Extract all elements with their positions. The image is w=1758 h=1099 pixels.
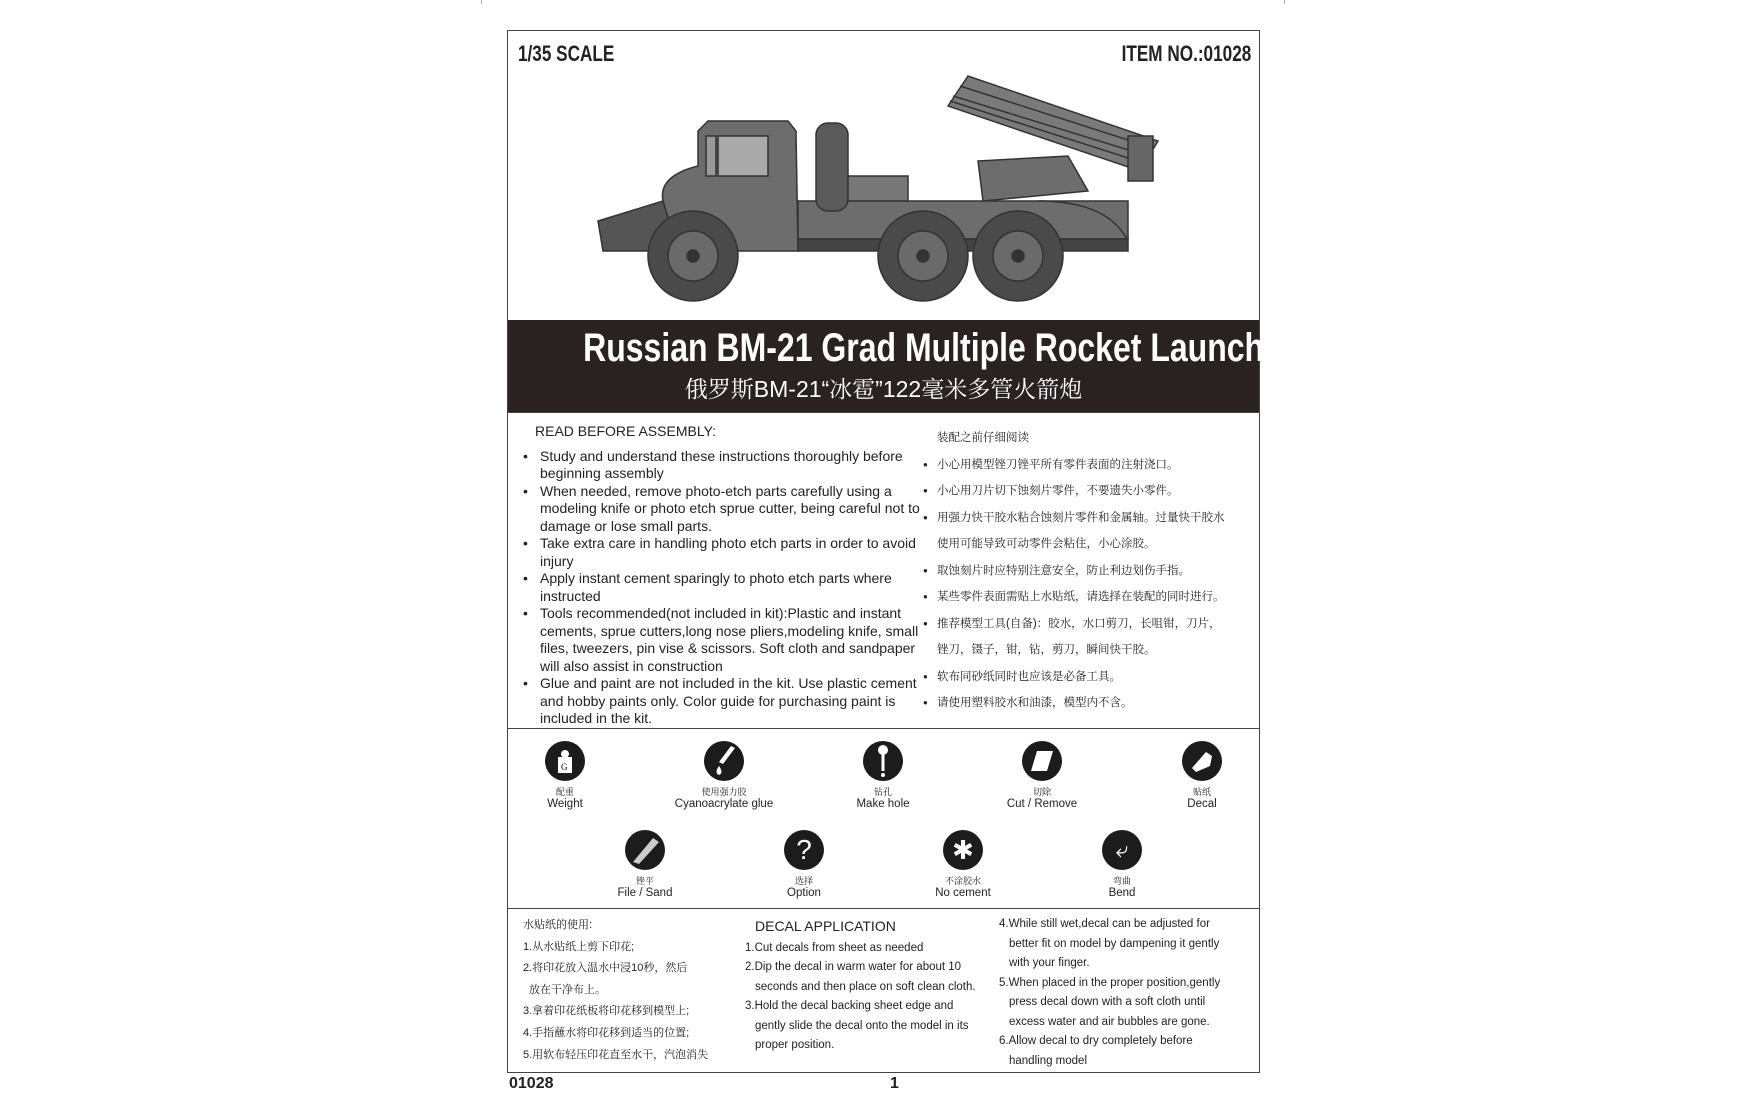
instruction-item: • Glue and paint are not included in the kit. Use plastic cement and hobby paints only. Color guide for purchasing paint is included in the kit.	[520, 675, 920, 728]
instruction-item-cn: ● 软布同砂纸同时也应该是必备工具。	[923, 664, 1253, 691]
legend-weight: G 配重 Weight	[495, 741, 635, 811]
legend-no-cement: ✱ 不涂胶水 No cement	[893, 830, 1033, 900]
svg-text:G: G	[561, 762, 568, 772]
footer-item-number: 01028	[509, 1075, 554, 1092]
title-english: Russian BM-21 Grad Multiple Rocket Launcher	[583, 326, 1295, 370]
scale-label: 1/35 SCALE	[518, 41, 615, 66]
cut-icon	[1022, 741, 1062, 781]
legend-drill: 钻孔 Make hole	[813, 741, 953, 811]
legend-glue: 使用强力胶 Cyanoacrylate glue	[654, 741, 794, 811]
decal-application	[508, 908, 1259, 1073]
legend-decal: 贴纸 Decal	[1132, 741, 1272, 811]
instruction-item: • Apply instant cement sparingly to photo etch parts where instructed	[520, 570, 920, 605]
instruction-item-cn: ● 小心用刀片切下蚀刻片零件，不要遗失小零件。	[923, 478, 1253, 505]
file-icon	[625, 830, 665, 870]
instruction-item: • Take extra care in handling photo etch parts in order to avoid injury	[520, 535, 920, 570]
instruction-item-cn: ● 小心用模型锉刀锉平所有零件表面的注射浇口。	[923, 452, 1253, 479]
instruction-item-cn: 锉刀，镊子，钳，钻，剪刀，瞬间快干胶。	[937, 644, 1156, 656]
decal-title: DECAL APPLICATION	[755, 918, 896, 934]
instruction-item-cn: ● 推荐模型工具(自备)：胶水，水口剪刀，长咀钳，刀片，	[923, 611, 1253, 638]
decal-instructions-english: DECAL APPLICATION 1.Cut decals from sheet as needed 2.Dip the decal in warm water for about 10 seconds and then place on soft clean cloth. 3.Hold the decal backing sheet edge and gently slide the decal onto the model in its proper position.	[745, 918, 976, 1051]
legend-bend: ⤶ 弯曲 Bend	[1052, 830, 1192, 900]
question-icon: ?	[784, 830, 824, 870]
instruction-page	[507, 30, 1295, 1073]
truck-illustration	[588, 51, 1168, 316]
legend-cut: 切除 Cut / Remove	[972, 741, 1112, 811]
instruction-item: • Tools recommended(not included in kit):Plastic and instant cements, sprue cutters,long nose pliers,modeling knife, small files, tweezers, pin vise & scissors. Soft cloth and sandpaper will also assist in construction	[520, 605, 920, 675]
instruction-item: • Study and understand these instructions thoroughly before beginning assembly	[520, 448, 920, 483]
instruction-item-cn: 使用可能导致可动零件会粘住，小心涂胶。	[937, 538, 1156, 550]
instructions-title: READ BEFORE ASSEMBLY:	[535, 423, 717, 439]
instruction-item-cn: ● 请使用塑料胶水和油漆，模型内不含。	[923, 690, 1253, 717]
instruction-item-cn: ● 用强力快干胶水粘合蚀刻片零件和金属轴。过量快干胶水	[923, 505, 1253, 532]
page-number: 1	[890, 1075, 899, 1092]
crop-mark	[481, 0, 482, 4]
legend-option: ? 选择 Option	[734, 830, 874, 900]
crop-mark	[1284, 0, 1285, 4]
bend-icon: ⤶	[1102, 830, 1142, 870]
instructions-chinese	[923, 425, 1253, 717]
instruction-item: • When needed, remove photo-etch parts carefully using a modeling knife or photo etch sprue cutter, being careful not to damage or lose small parts.	[520, 483, 920, 536]
drill-icon	[863, 741, 903, 781]
decal-instructions-chinese: 水贴纸的使用: 1.从水贴纸上剪下印花; 2.将印花放入温水中浸10秒，然后 放在干净布上。 3.拿着印花纸板将印花移到模型上; 4.手指蘸水将印花移到适当的位置; 5.用软布轻压印花直至水干，汽泡消失	[523, 919, 709, 1061]
item-number: ITEM NO.:01028	[1121, 41, 1251, 66]
instructions-title-cn: 装配之前仔细阅读	[937, 432, 1029, 444]
legend-file: 锉平 File / Sand	[575, 830, 715, 900]
glue-drop-icon	[704, 741, 744, 781]
instruction-item-cn: ● 某些零件表面需贴上水贴纸，请选择在装配的同时进行。	[923, 584, 1253, 611]
weight-icon	[545, 741, 585, 781]
instruction-item-cn: ● 取蚀刻片时应特别注意安全，防止利边划伤手指。	[923, 558, 1253, 585]
title-band	[508, 320, 1295, 412]
assembly-instructions	[508, 412, 1259, 729]
decal-icon	[1182, 741, 1222, 781]
symbol-legend	[508, 728, 1259, 909]
no-cement-icon: ✱	[943, 830, 983, 870]
decal-instructions-english-continued: 4.While still wet,decal can be adjusted for better fit on model by dampening it gently with your finger. 5.When placed in the proper position,gently press decal down with a soft cloth until excess water and air bubbles are gone. 6.Allow decal to dry completely before handling model	[999, 918, 1221, 1067]
title-chinese: 俄罗斯BM-21“冰雹”122毫米多管火箭炮	[684, 376, 1083, 402]
instructions-english	[520, 423, 920, 728]
